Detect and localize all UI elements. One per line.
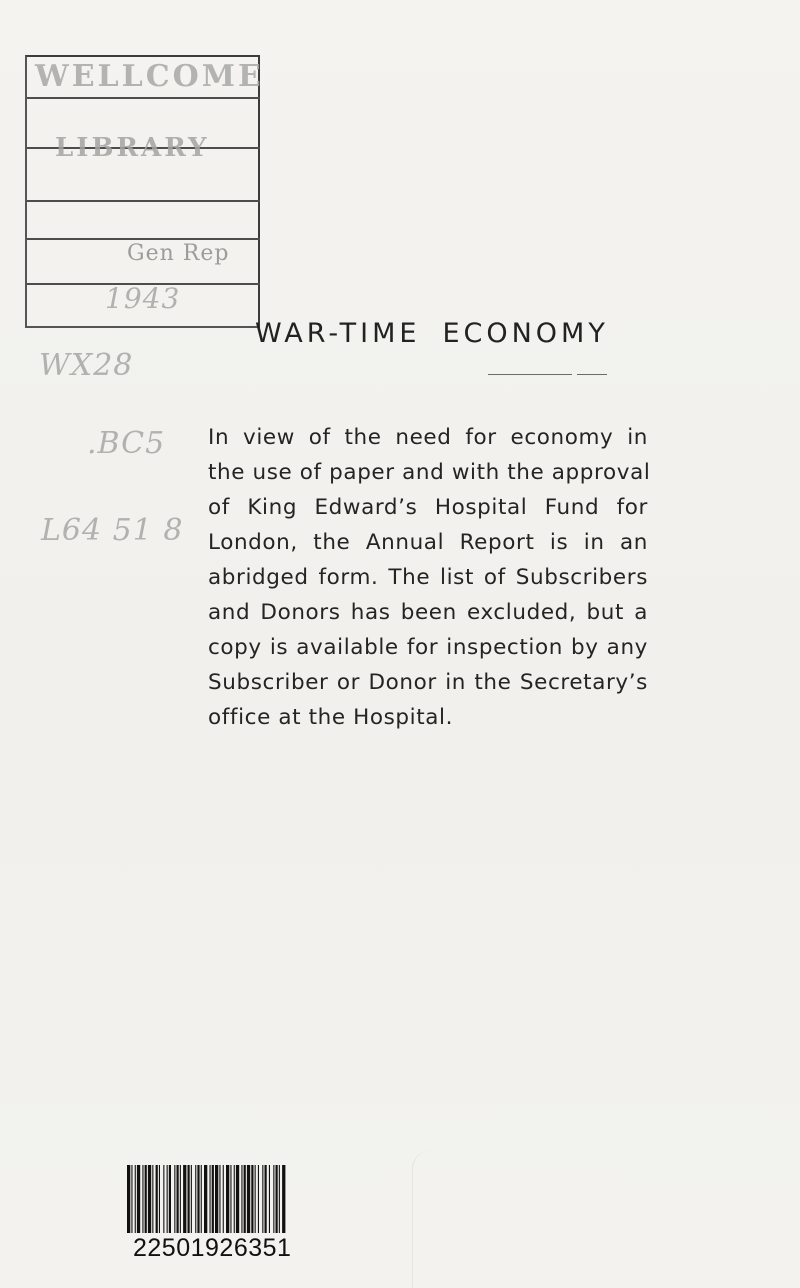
barcode-bar xyxy=(183,1165,186,1233)
barcode-bar xyxy=(145,1165,147,1233)
barcode-bar xyxy=(226,1165,229,1233)
notice-line: abridged form. The list of Subscribers xyxy=(208,565,648,590)
barcode-bar xyxy=(169,1165,171,1233)
barcode-bar xyxy=(258,1165,259,1233)
barcode-bar xyxy=(167,1165,168,1233)
stamp-library-label: LIBRARY xyxy=(55,133,210,163)
page-title xyxy=(255,318,609,349)
notice-paragraph xyxy=(208,420,651,735)
barcode-bar xyxy=(244,1165,246,1233)
barcode-bar xyxy=(204,1165,207,1233)
barcode-bar xyxy=(174,1165,175,1233)
notice-line: of King Edward’s Hospital Fund for xyxy=(208,495,648,520)
stamp-row xyxy=(27,149,260,266)
barcode-bar xyxy=(276,1165,278,1233)
divider xyxy=(577,374,607,375)
barcode-bar xyxy=(223,1165,224,1233)
barcode-bar xyxy=(159,1165,160,1233)
barcode-bar xyxy=(279,1165,280,1233)
barcode-bar xyxy=(219,1165,220,1233)
stamp-call-number: L64 51 8 xyxy=(41,513,184,548)
barcode-bar xyxy=(142,1165,143,1233)
barcode-bar xyxy=(247,1165,250,1233)
stamp-row xyxy=(27,99,260,163)
barcode-bar xyxy=(212,1165,214,1233)
divider xyxy=(488,374,572,375)
barcode-bar xyxy=(195,1165,196,1233)
barcode-bar xyxy=(163,1165,164,1233)
notice-line: London, the Annual Report is in an xyxy=(208,530,648,555)
notice-line: Subscriber or Donor in the Secretary’s xyxy=(208,670,648,695)
barcode-bar xyxy=(241,1165,242,1233)
notice-line: office at the Hospital. xyxy=(208,705,454,730)
stamp-collection: Gen Rep xyxy=(127,241,230,266)
barcode-bar xyxy=(197,1165,199,1233)
barcode-bar xyxy=(201,1165,202,1233)
stamp-year: 1943 xyxy=(105,282,181,315)
barcode-bar xyxy=(230,1165,231,1233)
page-fold xyxy=(412,1150,431,1288)
barcode-bar xyxy=(234,1165,235,1233)
barcode-bar xyxy=(148,1165,151,1233)
title-word: WAR-TIME xyxy=(255,318,421,349)
barcode-bar xyxy=(255,1165,256,1233)
barcode-bar xyxy=(152,1165,153,1233)
stamp-call-number: .BC5 xyxy=(87,426,166,461)
barcode-bar xyxy=(210,1165,211,1233)
barcode-bar xyxy=(269,1165,270,1233)
barcode-bar xyxy=(156,1165,158,1233)
barcode-bar xyxy=(262,1165,263,1233)
barcode-bar xyxy=(177,1165,179,1233)
barcode-bar xyxy=(265,1165,267,1233)
notice-line: the use of paper and with the approval xyxy=(208,460,651,485)
barcode-bar xyxy=(236,1165,239,1233)
barcode-bar xyxy=(215,1165,218,1233)
barcode-bar xyxy=(273,1165,274,1233)
barcode xyxy=(125,1163,383,1235)
barcode-bar xyxy=(137,1165,140,1233)
notice-line: copy is available for inspection by any xyxy=(208,635,648,660)
stamp-call-number: WX28 xyxy=(39,348,134,383)
stamp-row xyxy=(27,57,264,99)
barcode-bar xyxy=(191,1165,192,1233)
barcode-bar xyxy=(180,1165,181,1233)
stamp-library-name: WELLCOME xyxy=(35,59,264,94)
barcode-bar xyxy=(282,1165,285,1233)
notice-line: In view of the need for economy in xyxy=(208,425,648,450)
barcode-bar xyxy=(131,1165,132,1233)
title-word: ECONOMY xyxy=(442,318,609,349)
barcode-bar xyxy=(127,1165,130,1233)
barcode-label xyxy=(125,1163,383,1263)
barcode-bar xyxy=(251,1165,253,1233)
barcode-bar xyxy=(135,1165,136,1233)
notice-line: and Donors has been excluded, but a xyxy=(208,600,648,625)
barcode-bar xyxy=(188,1165,190,1233)
barcode-number: 22501926351 xyxy=(133,1234,292,1262)
